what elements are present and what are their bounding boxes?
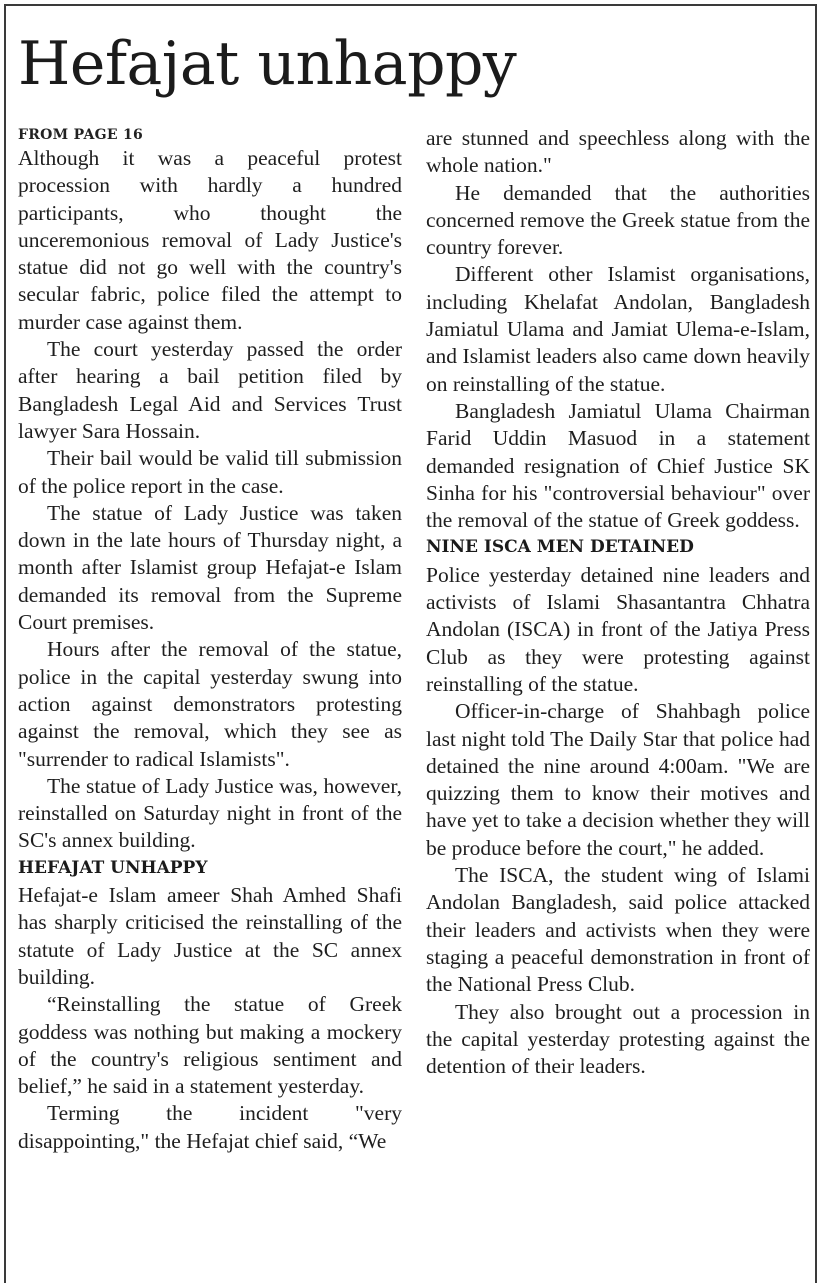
left-column [18, 125, 402, 1155]
paragraph: “Reinstalling the statue of Greek goddess was nothing but making a mockery of the country's religious sentiment and belief,” he said in a statement yesterday. [18, 992, 402, 1099]
paragraph: The ISCA, the student wing of Islami Andolan Bangladesh, said police attacked their leaders and activists when they were staging a peaceful demonstration in front of the National Press Club. [426, 863, 810, 997]
paragraph: Although it was a peaceful protest procession with hardly a hundred participants, who thought the unceremonious removal of Lady Justice's statue did not go well with the country's secular fabric, police filed the attempt to murder case against them. [18, 146, 402, 334]
paragraph: He demanded that the authorities concerned remove the Greek statue from the country forever. [426, 180, 810, 260]
kicker: FROM PAGE 16 [18, 127, 144, 143]
subhead-hefajat-unhappy: HEFAJAT UNHAPPY [18, 857, 208, 878]
headline: Hefajat unhappy [18, 29, 517, 99]
paragraph: Hours after the removal of the statue, police in the capital yesterday swung into action against demonstrators protesting against the removal, which they see as "surrender to radical Islamists". [18, 637, 402, 771]
paragraph: They also brought out a procession in the capital yesterday protesting against the detention of their leaders. [426, 999, 810, 1079]
right-column [426, 125, 810, 1080]
paragraph: Terming the incident "very disappointing," the Hefajat chief said, “We [18, 1101, 402, 1153]
paragraph: The statue of Lady Justice was, however, reinstalled on Saturday night in front of the SC's annex building. [18, 773, 402, 853]
paragraph: The court yesterday passed the order after hearing a bail petition filed by Bangladesh Legal Aid and Services Trust lawyer Sara Hossain. [18, 337, 402, 443]
paragraph: Their bail would be valid till submission of the police report in the case. [18, 446, 402, 498]
paragraph: Hefajat-e Islam ameer Shah Amhed Shafi has sharply criticised the reinstalling of the statute of Lady Justice at the SC annex building. [18, 883, 402, 989]
paragraph: Bangladesh Jamiatul Ulama Chairman Farid Uddin Masuod in a statement demanded resignation of Chief Justice SK Sinha for his "controversial behaviour" over the removal of the statue of Greek goddess. [426, 398, 810, 533]
paragraph: Police yesterday detained nine leaders and activists of Islami Shasantantra Chhatra Andolan (ISCA) in front of the Jatiya Press Club as they were protesting against reinstalling of the statue. [426, 562, 810, 696]
paragraph: Different other Islamist organisations, including Khelafat Andolan, Bangladesh Jamiatul Ulama and Jamiat Ulema-e-Islam, and Islamist leaders also came down heavily on reinstalling of the statue. [426, 262, 810, 396]
subhead-nine-isca-men-detained: NINE ISCA MEN DETAINED [426, 537, 694, 558]
paragraph: The statue of Lady Justice was taken down in the late hours of Thursday night, a month after Islamist group Hefajat-e Islam demanded its removal from the Supreme Court premises. [18, 500, 402, 635]
paragraph: are stunned and speechless along with the whole nation." [426, 126, 810, 178]
paragraph: Officer-in-charge of Shahbagh police last night told The Daily Star that police had detained the nine around 4:00am. "We are quizzing them to know their motives and have yet to take a decision whether they will be produce before the court," he added. [426, 699, 810, 860]
